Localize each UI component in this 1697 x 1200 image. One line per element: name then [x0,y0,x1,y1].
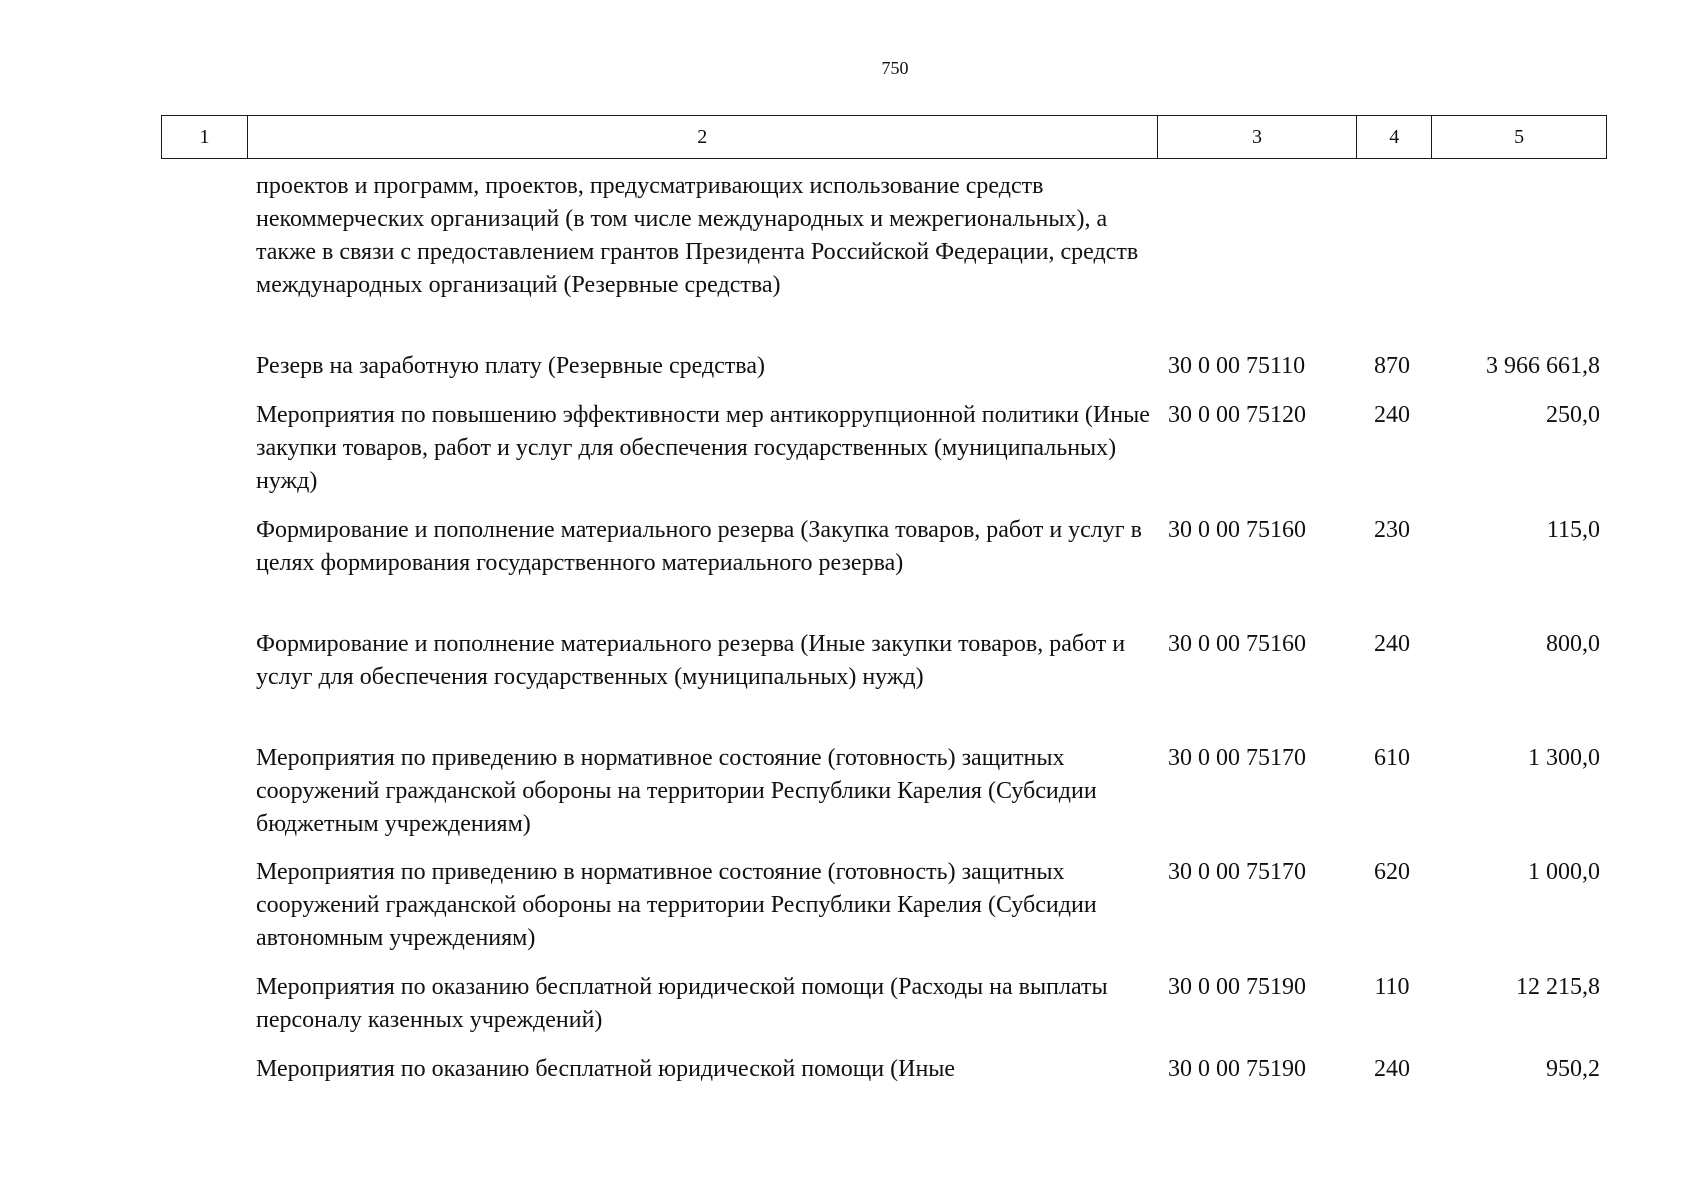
row-name: Резерв на заработную плату (Резервные средства) [256,353,765,379]
row-expense-type: 870 [1374,353,1410,379]
row-target-code: 30 0 00 75160 [1168,517,1306,543]
row-amount: 950,2 [1546,1056,1600,1082]
row-amount: 115,0 [1546,517,1600,543]
row-name: Формирование и пополнение материального резерва (Закупка товаров, работ и услуг в целях формирования государственного материального резерва) [256,517,1142,576]
row-expense-type: 610 [1374,745,1410,771]
page-number: 750 [881,58,909,78]
row-target-code: 30 0 00 75170 [1168,859,1306,885]
row-expense-type: 240 [1374,631,1410,657]
column-number-header [161,115,1607,159]
column-header-1: 1 [162,116,248,158]
row-amount: 250,0 [1546,402,1600,428]
row-target-code: 30 0 00 75190 [1168,974,1306,1000]
row-target-code: 30 0 00 75160 [1168,631,1306,657]
row-name: Мероприятия по приведению в нормативное состояние (готовность) защитных сооружений гражданской обороны на территории Республики Карелия (Субсидии автономным учреждениям) [256,859,1097,951]
row-name: Мероприятия по оказанию бесплатной юридической помощи (Иные [256,1056,956,1082]
row-expense-type: 620 [1374,859,1410,885]
row-amount: 800,0 [1546,631,1600,657]
row-amount: 3 966 661,8 [1486,353,1600,379]
row-amount: 12 215,8 [1516,974,1600,1000]
row-name: Мероприятия по оказанию бесплатной юридической помощи (Расходы на выплаты персоналу казенных учреждений) [256,974,1108,1033]
column-header-2: 2 [248,116,1158,158]
row-target-code: 30 0 00 75190 [1168,1056,1306,1082]
row-name: Формирование и пополнение материального резерва (Иные закупки товаров, работ и услуг для обеспечения государственных (муниципальных) нужд) [256,631,1126,690]
row-name: Мероприятия по приведению в нормативное состояние (готовность) защитных сооружений гражданской обороны на территории Республики Карелия (Субсидии бюджетным учреждениям) [256,745,1097,837]
row-amount: 1 300,0 [1528,745,1600,771]
row-target-code: 30 0 00 75110 [1168,353,1306,379]
row-target-code: 30 0 00 75170 [1168,745,1306,771]
row-expense-type: 240 [1374,402,1410,428]
column-header-3: 3 [1158,116,1358,158]
row-expense-type: 110 [1374,974,1410,1000]
column-header-4: 4 [1357,116,1432,158]
row-name: проектов и программ, проектов, предусматривающих использование средств некоммерческих организаций (в том числе международных и межрегиональных), а также в связи с предоставлением грантов Президента Российской Федерации, средств международных организаций (Резервные средства) [256,173,1139,298]
row-expense-type: 230 [1374,517,1410,543]
row-amount: 1 000,0 [1528,859,1600,885]
row-name: Мероприятия по повышению эффективности мер антикоррупционной политики (Иные закупки товаров, работ и услуг для обеспечения государственных (муниципальных) нужд) [256,402,1150,494]
row-target-code: 30 0 00 75120 [1168,402,1306,428]
column-header-5: 5 [1514,125,1525,148]
row-expense-type: 240 [1374,1056,1410,1082]
